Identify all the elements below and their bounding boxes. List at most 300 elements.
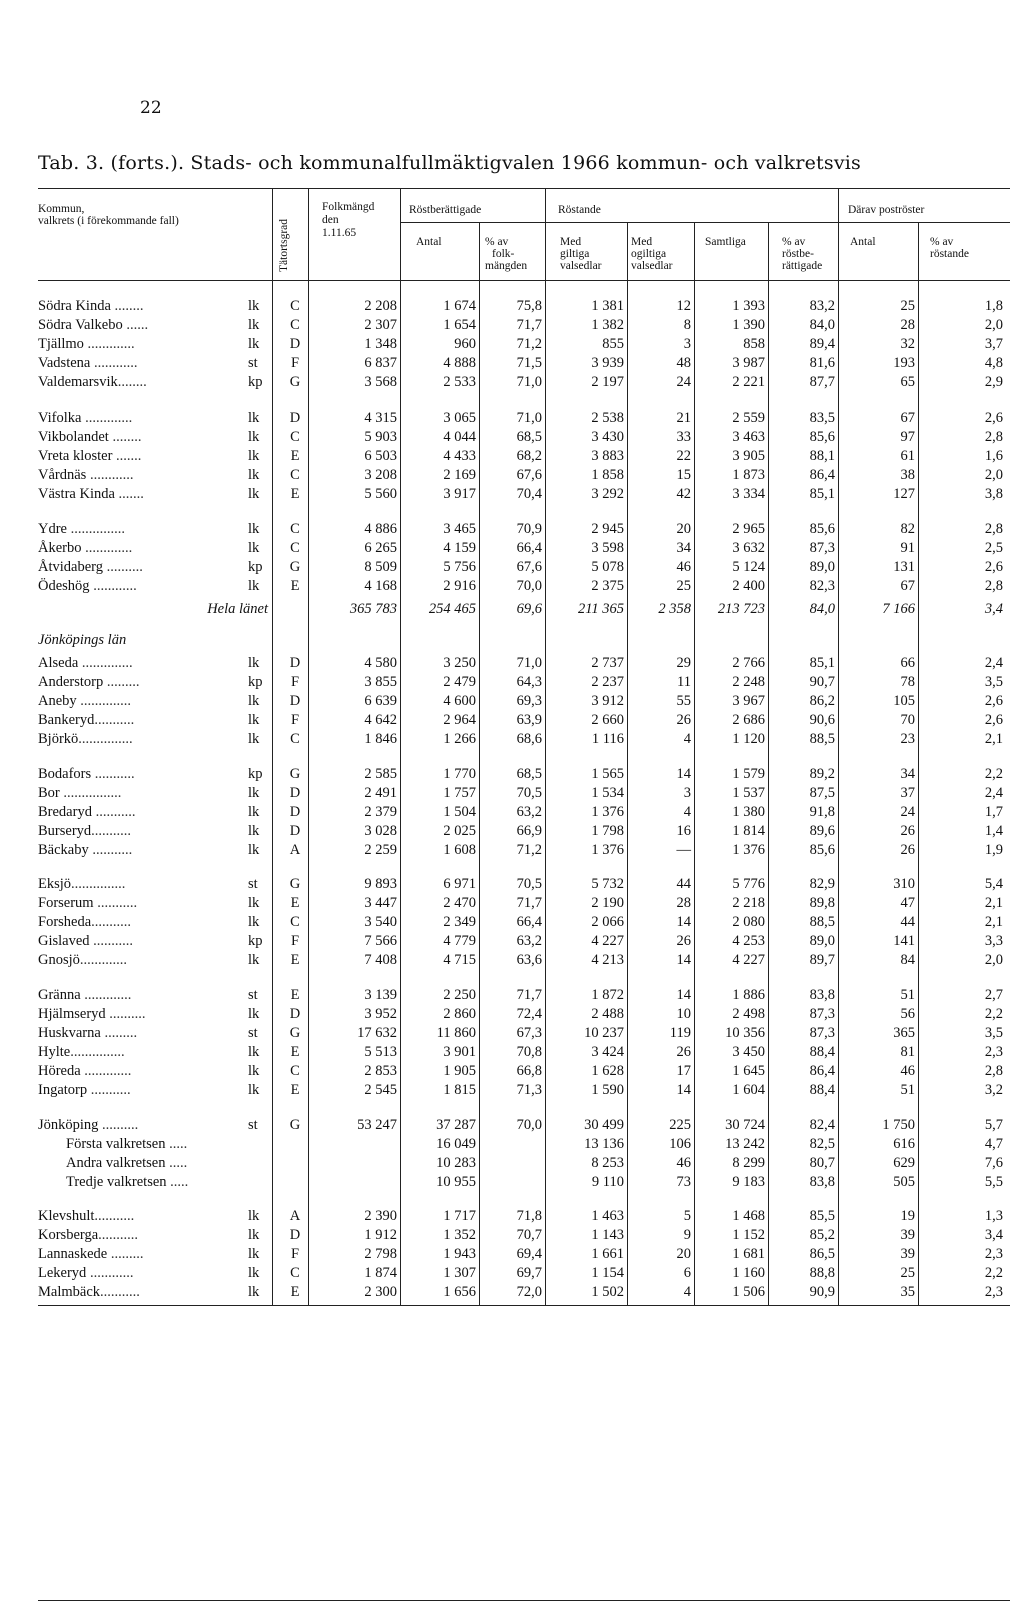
cell-folk: 2 307	[364, 317, 397, 333]
cell-mg: 3 292	[591, 486, 624, 502]
municipality-name: Åtvidaberg ..........	[38, 559, 143, 575]
cell-pp: 2,3	[984, 1246, 1003, 1262]
municipality-name: Korsberga...........	[38, 1227, 139, 1243]
urbanization-grade: D	[289, 410, 301, 426]
cell-sa: 1 376	[732, 842, 765, 858]
cell-rb: 4 433	[443, 448, 476, 464]
cell-sp: 89,0	[809, 559, 835, 575]
cell-sa: 858	[743, 336, 765, 352]
cell-sp: 88,5	[809, 731, 835, 747]
table-row	[0, 467, 1024, 486]
cell-pp: 3,4	[984, 601, 1003, 617]
cell-rb: 2 916	[443, 578, 476, 594]
cell-pa: 65	[900, 374, 915, 390]
cell-pa: 44	[900, 914, 915, 930]
cell-pa: 67	[900, 578, 915, 594]
table-row	[0, 1246, 1024, 1265]
cell-og: 20	[676, 1246, 691, 1262]
cell-sa: 3 450	[732, 1044, 765, 1060]
municipality-name: Ödeshög ............	[38, 578, 137, 594]
cell-og: 46	[676, 559, 691, 575]
urbanization-grade: E	[290, 486, 300, 502]
cell-sa: 213 723	[717, 601, 765, 617]
cell-rb: 1 654	[443, 317, 476, 333]
cell-sa: 2 221	[732, 374, 765, 390]
cell-rbp: 66,4	[516, 914, 542, 930]
cell-og: 10	[676, 1006, 691, 1022]
cell-pp: 1,6	[984, 448, 1003, 464]
cell-sp: 88,4	[809, 1082, 835, 1098]
cell-sa: 9 183	[732, 1174, 765, 1190]
cell-sp: 85,2	[809, 1227, 835, 1243]
municipality-name: Vikbolandet ........	[38, 429, 142, 445]
cell-og: 6	[683, 1265, 691, 1281]
cell-mg: 8 253	[591, 1155, 624, 1171]
cell-sa: 30 724	[725, 1117, 765, 1133]
table-row	[0, 1044, 1024, 1063]
municipality-name: Burseryd...........	[38, 823, 132, 839]
municipality-type: lk	[248, 410, 260, 426]
table-row	[0, 674, 1024, 693]
cell-rbp: 67,3	[516, 1025, 542, 1041]
cell-pa: 23	[900, 731, 915, 747]
cell-pp: 3,7	[984, 336, 1003, 352]
cell-rbp: 63,6	[516, 952, 542, 968]
header-bottom-rule	[38, 280, 1010, 281]
urbanization-grade: G	[289, 1117, 301, 1133]
cell-rb: 1 504	[443, 804, 476, 820]
cell-sa: 1 579	[732, 766, 765, 782]
municipality-type: lk	[248, 693, 260, 709]
cell-pp: 1,7	[984, 804, 1003, 820]
urbanization-grade: D	[289, 804, 301, 820]
cell-rb: 3 065	[443, 410, 476, 426]
cell-sa: 2 248	[732, 674, 765, 690]
header-pct-folk: % av	[485, 236, 509, 248]
table-row	[0, 578, 1024, 597]
cell-sp: 89,7	[809, 952, 835, 968]
cell-folk: 3 208	[364, 467, 397, 483]
cell-pa: 84	[900, 952, 915, 968]
cell-sa: 1 120	[732, 731, 765, 747]
cell-folk: 6 265	[364, 540, 397, 556]
cell-mg: 1 628	[591, 1063, 624, 1079]
cell-folk: 7 408	[364, 952, 397, 968]
urbanization-grade: E	[290, 578, 300, 594]
bottom-rule	[38, 1305, 1010, 1306]
cell-rb: 3 917	[443, 486, 476, 502]
cell-pp: 3,5	[984, 674, 1003, 690]
cell-og: 46	[676, 1155, 691, 1171]
cell-og: 28	[676, 895, 691, 911]
cell-mg: 3 883	[591, 448, 624, 464]
cell-rb: 2 349	[443, 914, 476, 930]
cell-sp: 87,3	[809, 1025, 835, 1041]
cell-mg: 2 375	[591, 578, 624, 594]
cell-pp: 2,2	[984, 1006, 1003, 1022]
cell-sa: 2 686	[732, 712, 765, 728]
urbanization-grade: D	[289, 785, 301, 801]
header-rostberattigade: Röstberättigade	[409, 204, 482, 216]
municipality-name: Gislaved ...........	[38, 933, 134, 949]
cell-sp: 89,8	[809, 895, 835, 911]
urbanization-grade: F	[290, 933, 300, 949]
urbanization-grade: C	[290, 317, 300, 333]
cell-og: 24	[676, 374, 691, 390]
cell-mg: 3 430	[591, 429, 624, 445]
urbanization-grade: G	[289, 1025, 301, 1041]
urbanization-grade: G	[289, 766, 301, 782]
municipality-name: Gränna .............	[38, 987, 132, 1003]
cell-pp: 2,6	[984, 410, 1003, 426]
municipality-type: lk	[248, 1227, 260, 1243]
cell-folk: 2 798	[364, 1246, 397, 1262]
cell-pp: 3,8	[984, 486, 1003, 502]
cell-sa: 4 253	[732, 933, 765, 949]
cell-og: 3	[683, 336, 691, 352]
cell-mg: 9 110	[591, 1174, 624, 1190]
cell-og: 12	[676, 298, 691, 314]
municipality-type: st	[248, 876, 258, 892]
table-title: Tab. 3. (forts.). Stads- och kommunalfullmäktigvalen 1966 kommun- och valkretsvis	[38, 152, 861, 174]
cell-mg: 1 872	[591, 987, 624, 1003]
cell-sp: 88,5	[809, 914, 835, 930]
cell-pp: 2,6	[984, 693, 1003, 709]
municipality-name: Forsheda...........	[38, 914, 132, 930]
municipality-name: Anderstorp .........	[38, 674, 140, 690]
cell-og: 14	[676, 987, 691, 1003]
cell-mg: 2 190	[591, 895, 624, 911]
cell-pa: 47	[900, 895, 915, 911]
municipality-type: st	[248, 1025, 258, 1041]
cell-rbp: 75,8	[516, 298, 542, 314]
table-row	[0, 731, 1024, 750]
cell-folk: 2 208	[364, 298, 397, 314]
cell-pa: 97	[900, 429, 915, 445]
cell-folk: 4 315	[364, 410, 397, 426]
municipality-name: Lannaskede .........	[38, 1246, 144, 1262]
urbanization-grade: G	[289, 876, 301, 892]
cell-rbp: 70,0	[516, 578, 542, 594]
municipality-type: kp	[248, 559, 263, 575]
cell-pa: 365	[893, 1025, 915, 1041]
cell-mg: 3 424	[591, 1044, 624, 1060]
table-row	[0, 1082, 1024, 1101]
municipality-name: Malmbäck...........	[38, 1284, 140, 1300]
cell-folk: 3 540	[364, 914, 397, 930]
cell-sa: 2 965	[732, 521, 765, 537]
cell-rbp: 70,7	[516, 1227, 542, 1243]
cell-sa: 10 356	[725, 1025, 765, 1041]
table-row	[0, 804, 1024, 823]
cell-mg: 1 154	[591, 1265, 624, 1281]
cell-rbp: 71,3	[516, 1082, 542, 1098]
cell-sp: 82,9	[809, 876, 835, 892]
cell-rb: 4 715	[443, 952, 476, 968]
cell-rb: 254 465	[428, 601, 476, 617]
header-antal: Antal	[416, 236, 442, 248]
cell-pp: 2,0	[984, 467, 1003, 483]
cell-mg: 1 376	[591, 804, 624, 820]
cell-og: 26	[676, 712, 691, 728]
municipality-name: Eksjö...............	[38, 876, 126, 892]
table-row	[0, 521, 1024, 540]
cell-rb: 10 283	[436, 1155, 476, 1171]
cell-pp: 1,4	[984, 823, 1003, 839]
cell-mg: 2 538	[591, 410, 624, 426]
header-pct-rostande: % av	[930, 236, 954, 248]
cell-sp: 83,5	[809, 410, 835, 426]
cell-pp: 2,1	[984, 731, 1003, 747]
table-row	[0, 1227, 1024, 1246]
cell-og: 15	[676, 467, 691, 483]
municipality-name: Vifolka .............	[38, 410, 133, 426]
cell-mg: 30 499	[584, 1117, 624, 1133]
urbanization-grade: F	[290, 1246, 300, 1262]
cell-pa: 19	[900, 1208, 915, 1224]
urbanization-grade: C	[290, 731, 300, 747]
cell-sp: 87,7	[809, 374, 835, 390]
municipality-type: lk	[248, 804, 260, 820]
cell-pp: 7,6	[984, 1155, 1003, 1171]
cell-mg: 10 237	[584, 1025, 624, 1041]
cell-folk: 53 247	[357, 1117, 397, 1133]
cell-folk: 3 447	[364, 895, 397, 911]
cell-pp: 4,7	[984, 1136, 1003, 1152]
cell-og: 17	[676, 1063, 691, 1079]
cell-folk: 4 642	[364, 712, 397, 728]
table-row	[0, 693, 1024, 712]
cell-og: 11	[677, 674, 691, 690]
cell-folk: 7 566	[364, 933, 397, 949]
cell-pa: 7 166	[882, 601, 915, 617]
cell-sp: 89,2	[809, 766, 835, 782]
municipality-type: lk	[248, 448, 260, 464]
urbanization-grade: G	[289, 374, 301, 390]
table-row	[0, 1136, 1024, 1155]
cell-og: 8	[683, 317, 691, 333]
cell-sp: 82,5	[809, 1136, 835, 1152]
cell-pa: 56	[900, 1006, 915, 1022]
urbanization-grade: C	[290, 540, 300, 556]
municipality-type: lk	[248, 486, 260, 502]
cell-mg: 2 660	[591, 712, 624, 728]
table-row	[0, 317, 1024, 336]
cell-sp: 84,0	[809, 317, 835, 333]
table-row	[0, 355, 1024, 374]
cell-sp: 82,4	[809, 1117, 835, 1133]
cell-rbp: 69,7	[516, 1265, 542, 1281]
cell-rb: 1 770	[443, 766, 476, 782]
cell-sa: 3 334	[732, 486, 765, 502]
cell-pp: 2,7	[984, 987, 1003, 1003]
cell-mg: 3 598	[591, 540, 624, 556]
cell-rbp: 70,0	[516, 1117, 542, 1133]
municipality-type: lk	[248, 952, 260, 968]
cell-rbp: 71,0	[516, 374, 542, 390]
municipality-name: Gnosjö.............	[38, 952, 128, 968]
cell-rb: 11 860	[436, 1025, 476, 1041]
municipality-type: lk	[248, 823, 260, 839]
municipality-type: lk	[248, 914, 260, 930]
urbanization-grade: A	[289, 1208, 301, 1224]
cell-mg: 13 136	[584, 1136, 624, 1152]
municipality-name: Bor ................	[38, 785, 122, 801]
cell-pp: 2,9	[984, 374, 1003, 390]
cell-sp: 85,1	[809, 655, 835, 671]
cell-sp: 91,8	[809, 804, 835, 820]
header-tatortsgrad: Tätortsgrad	[278, 218, 290, 272]
municipality-type: st	[248, 987, 258, 1003]
header-valkrets: valkrets (i förekommande fall)	[38, 215, 179, 227]
cell-pp: 2,0	[984, 317, 1003, 333]
cell-rbp: 69,4	[516, 1246, 542, 1262]
cell-sp: 86,4	[809, 467, 835, 483]
table-row	[0, 410, 1024, 429]
cell-folk: 2 300	[364, 1284, 397, 1300]
cell-rb: 1 266	[443, 731, 476, 747]
cell-pa: 61	[900, 448, 915, 464]
municipality-name: Första valkretsen .....	[66, 1136, 188, 1152]
cell-sp: 86,2	[809, 693, 835, 709]
cell-pa: 25	[900, 298, 915, 314]
urbanization-grade: C	[290, 298, 300, 314]
cell-og: 14	[676, 914, 691, 930]
municipality-type: lk	[248, 1265, 260, 1281]
cell-pp: 3,2	[984, 1082, 1003, 1098]
table-row	[0, 1284, 1024, 1303]
cell-og: 55	[676, 693, 691, 709]
table-row	[0, 655, 1024, 674]
cell-sp: 90,9	[809, 1284, 835, 1300]
municipality-name: Västra Kinda .......	[38, 486, 144, 502]
cell-rbp: 66,4	[516, 540, 542, 556]
cell-rb: 2 250	[443, 987, 476, 1003]
cell-mg: 2 066	[591, 914, 624, 930]
cell-folk: 2 853	[364, 1063, 397, 1079]
cell-sp: 89,0	[809, 933, 835, 949]
table-row	[0, 1025, 1024, 1044]
cell-sp: 90,7	[809, 674, 835, 690]
municipality-name: Ydre ...............	[38, 521, 125, 537]
cell-folk: 2 390	[364, 1208, 397, 1224]
cell-folk: 4 886	[364, 521, 397, 537]
urbanization-grade: D	[289, 1006, 301, 1022]
cell-pp: 2,3	[984, 1284, 1003, 1300]
cell-pp: 2,8	[984, 578, 1003, 594]
cell-rbp: 68,6	[516, 731, 542, 747]
header-samtliga: Samtliga	[705, 236, 746, 248]
cell-pp: 2,5	[984, 540, 1003, 556]
cell-sa: 3 905	[732, 448, 765, 464]
cell-pa: 82	[900, 521, 915, 537]
cell-folk: 5 513	[364, 1044, 397, 1060]
cell-sp: 85,6	[809, 521, 835, 537]
table-row	[0, 712, 1024, 731]
cell-mg: 1 798	[591, 823, 624, 839]
municipality-name: Bredaryd ...........	[38, 804, 136, 820]
cell-mg: 1 382	[591, 317, 624, 333]
cell-mg: 855	[602, 336, 624, 352]
municipality-type: lk	[248, 731, 260, 747]
cell-rb: 4 600	[443, 693, 476, 709]
cell-rbp: 68,2	[516, 448, 542, 464]
cell-rb: 1 352	[443, 1227, 476, 1243]
cell-pa: 131	[893, 559, 915, 575]
cell-rbp: 67,6	[516, 559, 542, 575]
cell-rbp: 66,9	[516, 823, 542, 839]
cell-pa: 51	[900, 1082, 915, 1098]
cell-og: 22	[676, 448, 691, 464]
cell-sp: 83,8	[809, 1174, 835, 1190]
cell-pp: 2,8	[984, 1063, 1003, 1079]
cell-rbp: 70,5	[516, 876, 542, 892]
cell-sa: 1 152	[732, 1227, 765, 1243]
cell-sp: 81,6	[809, 355, 835, 371]
municipality-name: Bankeryd...........	[38, 712, 135, 728]
cell-og: 16	[676, 823, 691, 839]
urbanization-grade: C	[290, 1063, 300, 1079]
table-row	[0, 1155, 1024, 1174]
header-folkmangd: Folkmängd	[322, 201, 375, 213]
cell-og: 5	[683, 1208, 691, 1224]
municipality-type: lk	[248, 712, 260, 728]
cell-og: 4	[683, 1284, 691, 1300]
municipality-type: st	[248, 355, 258, 371]
municipality-type: kp	[248, 933, 263, 949]
municipality-name: Andra valkretsen .....	[66, 1155, 188, 1171]
cell-rbp: 71,0	[516, 410, 542, 426]
municipality-name: Ingatorp ...........	[38, 1082, 131, 1098]
municipality-type: lk	[248, 842, 260, 858]
cell-sa: 4 227	[732, 952, 765, 968]
cell-rb: 2 479	[443, 674, 476, 690]
cell-sa: 1 814	[732, 823, 765, 839]
cell-pp: 2,1	[984, 895, 1003, 911]
cell-rbp: 71,7	[516, 895, 542, 911]
cell-rbp: 63,2	[516, 933, 542, 949]
urbanization-grade: E	[290, 448, 300, 464]
cell-pp: 5,7	[984, 1117, 1003, 1133]
urbanization-grade: G	[289, 559, 301, 575]
cell-sa: 3 987	[732, 355, 765, 371]
municipality-type: lk	[248, 655, 260, 671]
cell-og: 4	[683, 804, 691, 820]
header-med-giltiga: Med	[560, 236, 582, 248]
header-darav-postroster: Därav poströster	[848, 204, 925, 216]
table-row	[0, 1117, 1024, 1136]
cell-pa: 310	[893, 876, 915, 892]
table-row	[0, 374, 1024, 393]
cell-pa: 67	[900, 410, 915, 426]
municipality-type: lk	[248, 467, 260, 483]
cell-folk: 2 585	[364, 766, 397, 782]
cell-folk: 2 545	[364, 1082, 397, 1098]
cell-rb: 6 971	[443, 876, 476, 892]
cell-pa: 34	[900, 766, 915, 782]
cell-sa: 1 873	[732, 467, 765, 483]
urbanization-grade: D	[289, 655, 301, 671]
cell-pp: 2,6	[984, 712, 1003, 728]
cell-sp: 88,1	[809, 448, 835, 464]
cell-mg: 5 732	[591, 876, 624, 892]
cell-mg: 3 939	[591, 355, 624, 371]
table-row	[0, 429, 1024, 448]
table-row	[0, 336, 1024, 355]
cell-rb: 5 756	[443, 559, 476, 575]
cell-sp: 82,3	[809, 578, 835, 594]
table-row	[0, 766, 1024, 785]
